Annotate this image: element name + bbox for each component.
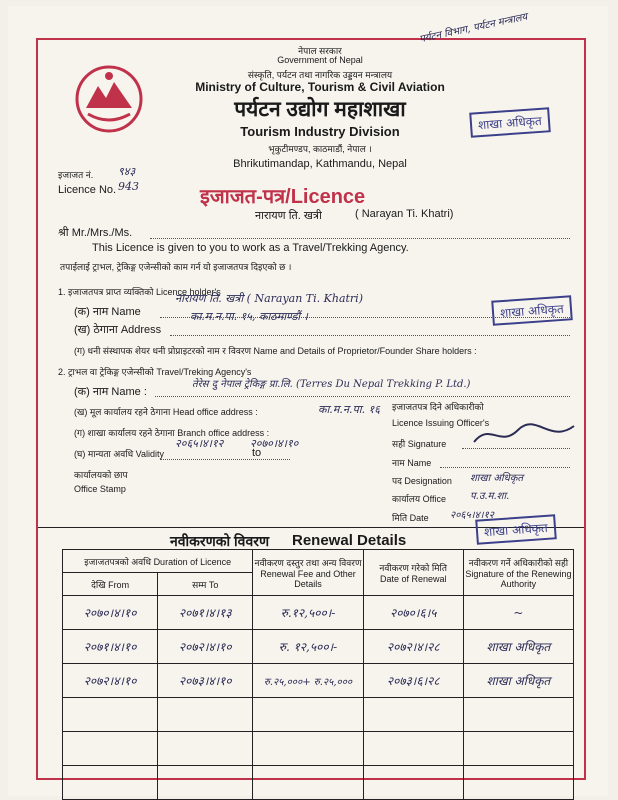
- row-fee: रु.२५,०००+ रु.२५,०००: [253, 664, 363, 698]
- row-to: २०७२।४।१०: [158, 630, 253, 664]
- holder-prefix: श्री Mr./Mrs./Ms.: [58, 227, 133, 239]
- officer-name-line: [440, 467, 570, 468]
- row-fee: [253, 698, 363, 732]
- officer-date-label: मिति Date: [392, 513, 429, 523]
- top-right-note: पर्यटन विभाग, पर्यटन मन्त्रालय: [418, 11, 529, 46]
- row-date: २०७३।६।२८: [363, 664, 463, 698]
- officer-signature-label: सही Signature: [392, 439, 447, 449]
- row-from: [63, 698, 158, 732]
- row-to: २०७१।४।१३: [158, 596, 253, 630]
- licence-no-value-en: 943: [118, 180, 139, 193]
- row-fee: रु. १२,५००।-: [253, 630, 363, 664]
- section2-name-label: (क) नाम Name :: [74, 386, 147, 398]
- licence-no-label-np: इजाजत नं.: [58, 170, 94, 180]
- row-fee: रु.१२,५००।-: [253, 596, 363, 630]
- row-fee: [253, 732, 363, 766]
- table-row: [63, 664, 574, 698]
- validity-line: [160, 459, 290, 460]
- from-header: देखि From: [63, 573, 158, 596]
- row-to: [158, 732, 253, 766]
- row-to: [158, 766, 253, 800]
- row-sign: ~: [463, 596, 573, 630]
- section1-heading: 1. इजाजतपत्र प्राप्त व्यक्तिको Licence holder's: [58, 287, 221, 297]
- validity-to: २०७०।४।१०: [250, 437, 299, 450]
- licence-no-value-np: ९४३: [118, 165, 136, 178]
- officer-date-value: २०६५।४।१२: [450, 510, 494, 521]
- duration-header: [63, 550, 253, 573]
- table-row: [63, 698, 574, 732]
- ministry-np: संस्कृति, पर्यटन तथा नागरिक उड्डयन मन्त्रालय: [247, 70, 393, 80]
- sign-header-np: नवीकरण गर्ने अधिकारीको सही: [468, 558, 569, 568]
- fee-header: [253, 550, 363, 596]
- row-date: २०७०।६।५: [363, 596, 463, 630]
- holder-name-en: ( Narayan Ti. Khatri): [355, 208, 454, 220]
- renewal-table: [62, 549, 574, 800]
- row-date: [363, 732, 463, 766]
- section2-name-value: तेरेस दु नेपाल ट्रेकिङ्ग प्रा.लि. (Terres Du Nepal Trekking P. Ltd.): [192, 379, 471, 390]
- officer-name-label: नाम Name: [392, 458, 432, 468]
- table-row: [63, 630, 574, 664]
- renewal-title-np: नवीकरणको विवरण: [170, 533, 270, 549]
- row-sign: शाखा अधिकृत: [463, 664, 573, 698]
- officer-designation-label: पद Designation: [392, 476, 452, 486]
- office-stamp-label-en: Office Stamp: [74, 484, 126, 494]
- officer-office-value: प.उ.म.शा.: [470, 491, 510, 502]
- officer-stamp-2: शाखा अधिकृत: [491, 295, 572, 326]
- branch-office-label: (ग) शाखा कार्यालय रहने ठेगाना Branch office address :: [74, 428, 270, 438]
- address-en: Bhrikutimandap, Kathmandu, Nepal: [233, 158, 407, 170]
- gov-np: नेपाल सरकार: [298, 46, 342, 56]
- holder-name-line: [150, 238, 570, 239]
- ministry-en: Ministry of Culture, Tourism & Civil Aviation: [195, 80, 445, 94]
- officer-stamp-3: शाखा अधिकृत: [475, 514, 556, 545]
- section1-address-value: का.म.न.पा. १५, काठमाण्डौं ।: [190, 310, 308, 323]
- row-from: [63, 732, 158, 766]
- validity-to-label: to: [252, 447, 262, 459]
- officer-heading-np: इजाजतपत्र दिने अधिकारीको: [392, 402, 484, 412]
- table-row: [63, 596, 574, 630]
- renewal-title-en: Renewal Details: [292, 532, 407, 549]
- to-header: सम्म To: [158, 573, 253, 596]
- row-fee: [253, 766, 363, 800]
- fee-header-np: नवीकरण दस्तुर तथा अन्य विवरण: [254, 558, 362, 568]
- division-np: पर्यटन उद्योग महाशाखा: [234, 98, 406, 121]
- row-from: २०७०।४।१०: [63, 596, 158, 630]
- section1-address-line: [170, 335, 570, 336]
- renew-date-header-np: नवीकरण गरेको मिति: [379, 563, 448, 573]
- head-office-label: (ख) मूल कार्यालय रहने ठेगाना Head office address :: [74, 407, 258, 417]
- table-row: [63, 732, 574, 766]
- duration-header-en: Duration of Licence: [153, 556, 232, 567]
- officer-designation-value: शाखा अधिकृत: [470, 473, 524, 484]
- officer-signature-icon: [470, 418, 580, 450]
- intro-en: This Licence is given to you to work as a Travel/Trekking Agency.: [92, 242, 409, 254]
- holder-name-np: नारायण ति. खत्री: [255, 210, 322, 222]
- row-date: [363, 698, 463, 732]
- section1-name-value: नारायण ति. खत्री ( Narayan Ti. Khatri): [175, 292, 363, 305]
- renew-date-header-en: Date of Renewal: [379, 574, 447, 584]
- intro-np: तपाईलाई ट्राभल, ट्रेकिङ्ग एजेन्सीको काम गर्न यो इजाजतपत्र दिइएको छ ।: [60, 262, 292, 272]
- head-office-value: का.म.न.पा. १६: [318, 403, 380, 416]
- row-sign: [463, 698, 573, 732]
- row-date: २०७२।४।२८: [363, 630, 463, 664]
- officer-office-label: कार्यालय Office: [392, 494, 446, 504]
- address-np: भृकुटीमण्डप, काठमाडौं, नेपाल ।: [268, 144, 372, 154]
- row-to: २०७३।४।१०: [158, 664, 253, 698]
- officer-heading-en: Licence Issuing Officer's: [392, 418, 490, 428]
- division-en: Tourism Industry Division: [240, 124, 400, 139]
- section2-heading: 2. ट्राभल वा ट्रेकिङ्ग एजेन्सीको Travel/Treking Agency's: [58, 367, 252, 377]
- row-sign: [463, 732, 573, 766]
- row-to: [158, 698, 253, 732]
- office-stamp-label-np: कार्यालयको छाप: [74, 470, 128, 480]
- section1-name-label: (क) नाम Name: [74, 306, 141, 318]
- government-emblem-icon: [74, 64, 144, 134]
- renew-date-header: [363, 550, 463, 596]
- row-sign: शाखा अधिकृत: [463, 630, 573, 664]
- fee-header-en: Renewal Fee and Other Details: [260, 569, 356, 589]
- row-from: [63, 766, 158, 800]
- validity-from: २०६५।४।१२: [175, 437, 224, 450]
- row-date: [363, 766, 463, 800]
- table-row: [63, 766, 574, 800]
- licence-title: इजाजत-पत्र/Licence: [200, 186, 366, 208]
- validity-label: (घ) मान्यता अवधि Validity: [74, 449, 164, 459]
- row-from: २०७२।४।१०: [63, 664, 158, 698]
- gov-en: Government of Nepal: [277, 55, 363, 65]
- officer-stamp-1: शाखा अधिकृत: [469, 107, 550, 138]
- licence-no-label-en: Licence No.: [58, 184, 117, 196]
- row-from: २०७१।४।१०: [63, 630, 158, 664]
- row-sign: [463, 766, 573, 800]
- duration-header-np: इजाजतपत्रको अवधि: [84, 556, 152, 567]
- sign-header-en: Signature of the Renewing Authority: [465, 569, 572, 589]
- section1-proprietor-label: (ग) धनी संस्थापक शेयर धनी प्रोप्राइटरको नाम र विवरण Name and Details of Proprietor/Founder Share holders :: [74, 346, 477, 356]
- section2-name-line: [155, 396, 570, 397]
- section1-address-label: (ख) ठेगाना Address: [74, 324, 162, 336]
- sign-header: [463, 550, 573, 596]
